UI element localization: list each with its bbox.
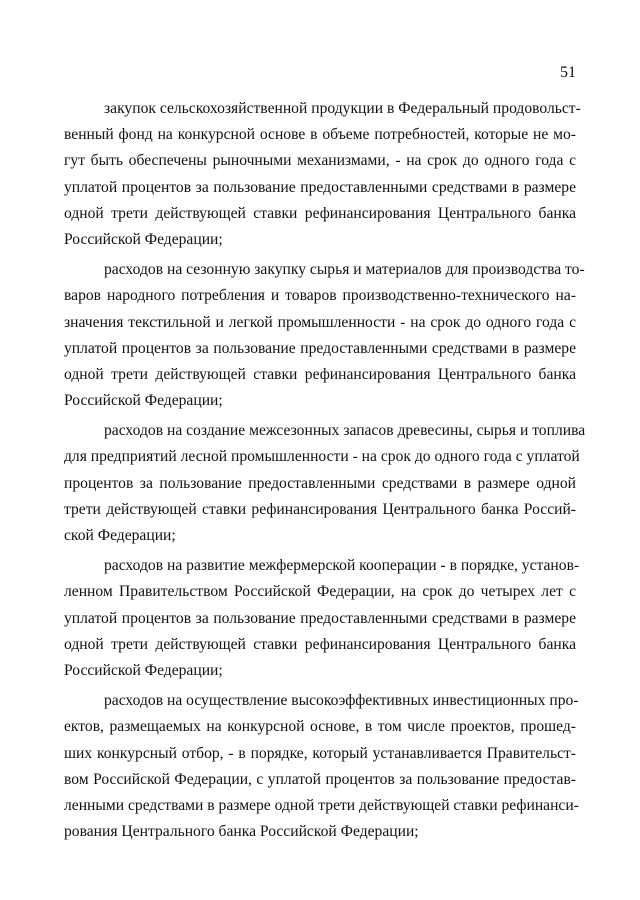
text-line: ленными средствами в размере одной трети действующей ставки рефинанси- xyxy=(64,796,579,814)
text-line: расходов на сезонную закупку сырья и материалов для производства то- xyxy=(104,261,585,279)
page-number: 51 xyxy=(560,64,576,81)
text-line: венный фонд на конкурсной основе в объеме потребностей, которые не мо- xyxy=(64,126,576,144)
text-line: для предприятий лесной промышленности - на срок до одного года с уплатой xyxy=(64,448,580,466)
text-line: значения текстильной и легкой промышленности - на срок до одного года с xyxy=(64,313,576,331)
text-line: трети действующей ставки рефинансирования Центрального банка Россий- xyxy=(64,500,576,518)
text-line: расходов на развитие межфермерской кооперации - в порядке, установ- xyxy=(104,557,580,575)
text-line: одной трети действующей ставки рефинансирования Центрального банка xyxy=(64,204,576,222)
text-line: уплатой процентов за пользование предоставленными средствами в размере xyxy=(64,609,576,627)
paragraph xyxy=(64,553,580,684)
text-line: гут быть обеспечены рыночными механизмами, - на срок до одного года с xyxy=(64,152,576,170)
text-line: расходов на создание межсезонных запасов древесины, сырья и топлива xyxy=(104,422,586,440)
text-line: вом Российской Федерации, с уплатой процентов за пользование предостав- xyxy=(64,770,576,788)
text-line: одной трети действующей ставки рефинансирования Центрального банка xyxy=(64,635,576,653)
document-body xyxy=(64,96,586,849)
paragraph xyxy=(64,96,581,253)
paragraph xyxy=(64,688,579,845)
paragraph xyxy=(64,418,586,549)
text-line: Российской Федерации; xyxy=(64,392,223,410)
text-line: расходов на осуществление высокоэффективных инвестиционных про- xyxy=(104,692,579,710)
text-line: ленном Правительством Российской Федерации, на срок до четырех лет с xyxy=(64,583,576,601)
paragraph xyxy=(64,257,585,414)
text-line: уплатой процентов за пользование предоставленными средствами в размере xyxy=(64,339,576,357)
text-line: одной трети действующей ставки рефинансирования Центрального банка xyxy=(64,365,576,383)
text-line: рования Центрального банка Российской Федерации; xyxy=(64,823,419,841)
text-line: варов народного потребления и товаров производственно-технического на- xyxy=(64,287,576,305)
text-line: ших конкурсный отбор, - в порядке, который устанавливается Правительст- xyxy=(64,744,576,762)
text-line: Российской Федерации; xyxy=(64,230,223,248)
text-line: Российской Федерации; xyxy=(64,661,223,679)
text-line: закупок сельскохозяйственной продукции в Федеральный продовольст- xyxy=(104,100,581,117)
text-line: ектов, размещаемых на конкурсной основе, в том числе проектов, прошед- xyxy=(64,718,576,736)
text-line: уплатой процентов за пользование предоставленными средствами в размере xyxy=(64,178,576,196)
text-line: процентов за пользование предоставленными средствами в размере одной xyxy=(64,474,576,492)
text-line: ской Федерации; xyxy=(64,527,176,544)
